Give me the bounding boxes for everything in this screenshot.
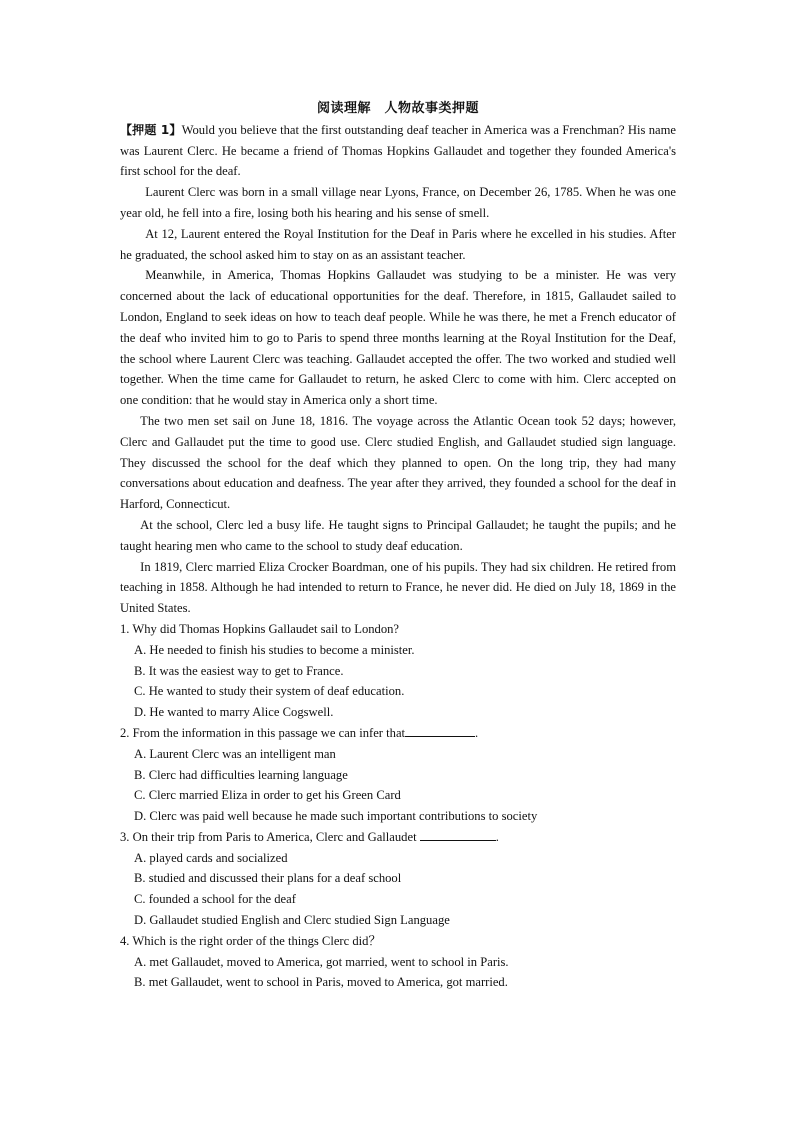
answer-option: C. He wanted to study their system of deaf education. xyxy=(134,684,405,699)
answer-blank xyxy=(405,724,475,737)
passage-paragraph: Laurent Clerc was born in a small village near Lyons, France, on December 26, 1785. When he was one year old, he fell into a fire, losing both his hearing and his sense of smell. xyxy=(120,185,676,220)
passage-paragraph: The two men set sail on June 18, 1816. The voyage across the Atlantic Ocean took 52 days; however, Clerc and Gallaudet put the time to good use. Clerc studied English, and Gallaudet studied sign language. They discussed the school for the deaf which they planned to open. On the long trip, they had many conversations about education and deafness. The year after they arrived, they founded a school for the deaf in Harford, Connecticut. xyxy=(120,413,676,512)
answer-blank xyxy=(420,828,496,841)
answer-option: A. He needed to finish his studies to become a minister. xyxy=(134,642,415,657)
document-title: 阅读理解 人物故事类押题 xyxy=(316,101,479,116)
question-stem: 3. On their trip from Paris to America, Clerc and Gallaudet . xyxy=(120,829,499,844)
answer-option: A. Laurent Clerc was an intelligent man xyxy=(134,746,336,761)
answer-option: A. played cards and socialized xyxy=(134,850,288,865)
answer-option: D. Gallaudet studied English and Clerc studied Sign Language xyxy=(134,913,450,928)
answer-option: C. founded a school for the deaf xyxy=(134,892,296,907)
passage-paragraph: Meanwhile, in America, Thomas Hopkins Gallaudet was studying to be a minister. He was very concerned about the lack of educational opportunities for the deaf. Therefore, in 1815, Gallaudet sailed to London, England to seek ideas on how to teach deaf people. While he was there, he met a French educator of the deaf who invited him to go to Paris to spend three months learning at the Royal Institution for the Deaf, the school where Laurent Clerc was teaching. Gallaudet accepted the offer. The two worked and studied well together. When the time came for Gallaudet to return, he asked Clerc to come with him. Clerc accepted on one condition: that he would stay in America only a short time. xyxy=(120,268,676,408)
question-stem: 2. From the information in this passage we can infer that . xyxy=(120,725,479,740)
answer-option: B. studied and discussed their plans for a deaf school xyxy=(134,871,402,886)
answer-option: B. It was the easiest way to get to France. xyxy=(134,663,344,678)
document-page xyxy=(120,99,676,993)
answer-option: C. Clerc married Eliza in order to get his Green Card xyxy=(134,788,401,803)
question-block xyxy=(120,619,676,723)
answer-option: D. He wanted to marry Alice Cogswell. xyxy=(134,705,334,720)
question-block xyxy=(120,827,676,931)
passage-paragraph: At the school, Clerc led a busy life. He taught signs to Principal Gallaudet; he taught the pupils; and he taught hearing men who came to the school to study deaf education. xyxy=(120,517,676,553)
answer-option: A. met Gallaudet, moved to America, got married, went to school in Paris. xyxy=(134,954,509,969)
question-block xyxy=(120,723,676,827)
question-tag: 【押题 1】 xyxy=(120,122,182,137)
answer-option: B. met Gallaudet, went to school in Paris, moved to America, got married. xyxy=(134,975,508,990)
passage-paragraph: 【押题 1】Would you believe that the first outstanding deaf teacher in America was a Frenchman? His name was Laurent Clerc. He became a friend of Thomas Hopkins Gallaudet and together they founded America's first school for the deaf. xyxy=(120,122,677,179)
passage-paragraph: At 12, Laurent entered the Royal Institution for the Deaf in Paris where he excelled in his studies. After he graduated, the school asked him to stay on as an assistant teacher. xyxy=(120,226,676,262)
answer-option: B. Clerc had difficulties learning language xyxy=(134,767,348,782)
answer-option: D. Clerc was paid well because he made such important contributions to society xyxy=(134,809,538,824)
question-stem: 4. Which is the right order of the things Clerc did？ xyxy=(120,933,382,948)
question-block xyxy=(120,931,676,993)
question-stem: 1. Why did Thomas Hopkins Gallaudet sail to London? xyxy=(120,621,400,636)
passage-paragraph: In 1819, Clerc married Eliza Crocker Boardman, one of his pupils. They had six children. He retired from teaching in 1858. Although he had intended to return to France, he never did. He died on July 18, 1869 in the United States. xyxy=(120,559,676,616)
